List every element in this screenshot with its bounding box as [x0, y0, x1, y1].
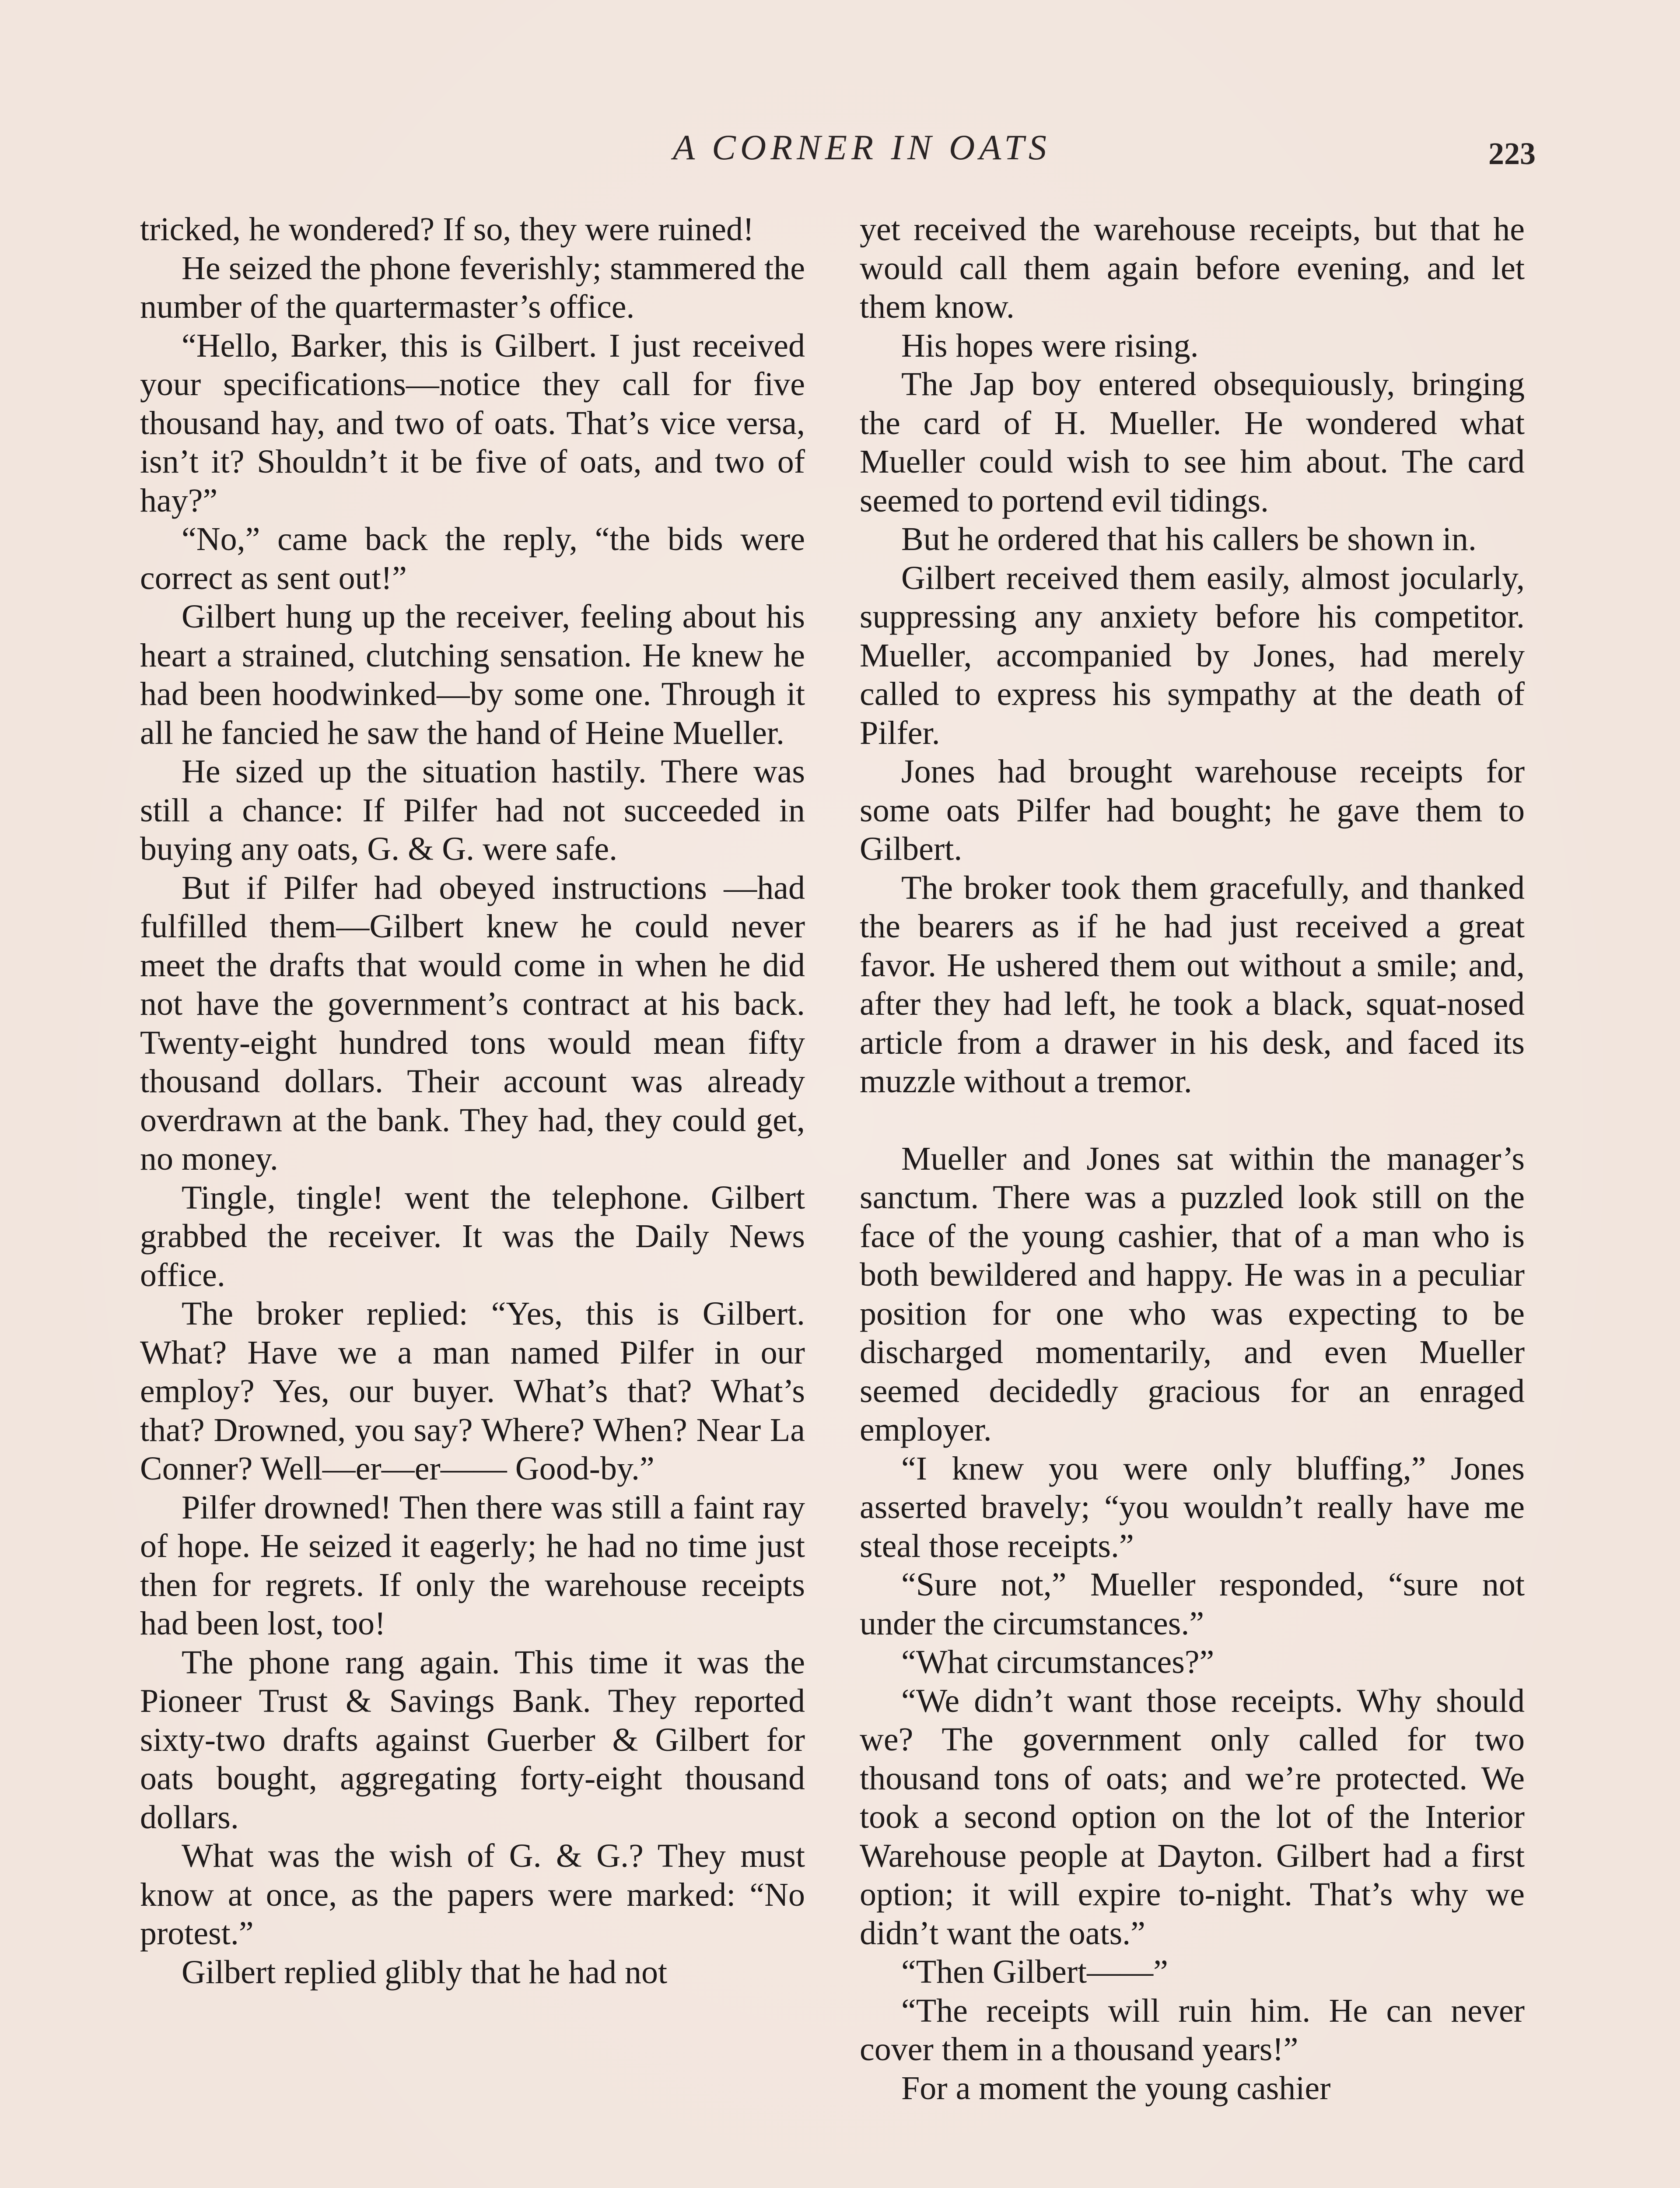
left-column	[140, 210, 805, 1992]
paragraph: But he ordered that his callers be shown in.	[901, 521, 1477, 558]
paragraph: He sized up the situation hastily. There was still a chance: If Pilfer had not succeeded in buying any oats, G. & G. were safe.	[140, 753, 805, 867]
paragraph: The Jap boy entered obsequiously, bringing the card of H. Mueller. He wondered what Mueller could wish to see him about. The card seemed to portend evil tidings.	[860, 366, 1525, 519]
page-number: 223	[1488, 136, 1536, 171]
paragraph: “What circumstances?”	[901, 1644, 1214, 1680]
paragraph: Jones had brought warehouse receipts for some oats Pilfer had bought; he gave them to Gilbert.	[860, 753, 1525, 867]
paragraph: tricked, he wondered? If so, they were ruined!	[140, 211, 754, 248]
paragraph: He seized the phone feverishly; stammered the number of the quartermaster’s office.	[140, 249, 805, 325]
paragraph: Gilbert hung up the receiver, feeling about his heart a strained, clutching sensation. He knew he had been hoodwinked—by some one. Through it all he fancied he saw the hand of Heine Mueller.	[140, 598, 805, 751]
paragraph: “I knew you were only bluffing,” Jones asserted bravely; “you wouldn’t really have me steal those receipts.”	[860, 1450, 1525, 1564]
paragraph: yet received the warehouse receipts, but that he would call them again before evening, and let them know.	[860, 211, 1525, 325]
paragraph: The broker took them gracefully, and thanked the bearers as if he had just received a great favor. He ushered them out without a smile; and, after they had left, he took a black, squat-nosed article from a drawer in his desk, and faced its muzzle without a tremor.	[860, 869, 1525, 1100]
paragraph: “Sure not,” Mueller responded, “sure not under the circumstances.”	[860, 1566, 1525, 1642]
paragraph: “The receipts will ruin him. He can never cover them in a thousand years!”	[860, 1992, 1525, 2068]
paragraph: “Then Gilbert——”	[901, 1953, 1168, 1990]
paragraph: Gilbert replied glibly that he had not	[182, 1953, 668, 1991]
paragraph: The phone rang again. This time it was the Pioneer Trust & Savings Bank. They reported sixty-two drafts against Guerber & Gilbert for oats bought, aggregating forty-eight thousand dollars.	[140, 1644, 805, 1836]
right-column	[860, 210, 1525, 2107]
paragraph: His hopes were rising.	[901, 327, 1199, 364]
paragraph: “We didn’t want those receipts. Why should we? The government only called for two thousand tons of oats; and we’re protected. We took a second option on the lot of the Interior Warehouse people at Dayton. Gilbert had a first option; it will expire to-night. That’s why we didn’t want the oats.”	[860, 1682, 1525, 1952]
paragraph: Mueller and Jones sat within the manager’s sanctum. There was a puzzled look still on the face of the young cashier, that of a man who is both bewildered and happy. He was in a peculiar position for one who was expecting to be discharged momentarily, and even Mueller seemed decidedly gracious for an enraged employer.	[860, 1140, 1525, 1448]
paragraph: Gilbert received them easily, almost jocularly, suppressing any anxiety before his competitor. Mueller, accompanied by Jones, had merely called to express his sympathy at the death of Pilfer.	[860, 559, 1525, 751]
paragraph: What was the wish of G. & G.? They must know at once, as the papers were marked: “No protest.”	[140, 1837, 805, 1952]
paragraph: “No,” came back the reply, “the bids were correct as sent out!”	[140, 521, 805, 596]
paragraph: “Hello, Barker, this is Gilbert. I just received your specifications—notice they call for five thousand hay, and two of oats. That’s vice versa, isn’t it? Shouldn’t it be five of oats, and two of hay?”	[140, 327, 805, 519]
paragraph: For a moment the young cashier	[901, 2069, 1331, 2107]
paragraph: Pilfer drowned! Then there was still a faint ray of hope. He seized it eagerly; he had no time just then for regrets. If only the warehouse receipts had been lost, too!	[140, 1489, 805, 1642]
paragraph: The broker replied: “Yes, this is Gilbert. What? Have we a man named Pilfer in our employ? Yes, our buyer. What’s that? What’s that? Drowned, you say? Where? When? Near La Conner? Well—er—er—— Good-by.”	[140, 1295, 805, 1487]
paragraph: Tingle, tingle! went the telephone. Gilbert grabbed the receiver. It was the Daily News office.	[140, 1179, 805, 1294]
running-head: A CORNER IN OATS	[673, 127, 1051, 167]
paragraph: But if Pilfer had obeyed instructions —had fulfilled them—Gilbert knew he could never meet the drafts that would come in when he did not have the government’s contract at his back. Twenty-eight hundred tons would mean fifty thousand dollars. Their account was already overdrawn at the bank. They had, they could get, no money.	[140, 869, 805, 1177]
